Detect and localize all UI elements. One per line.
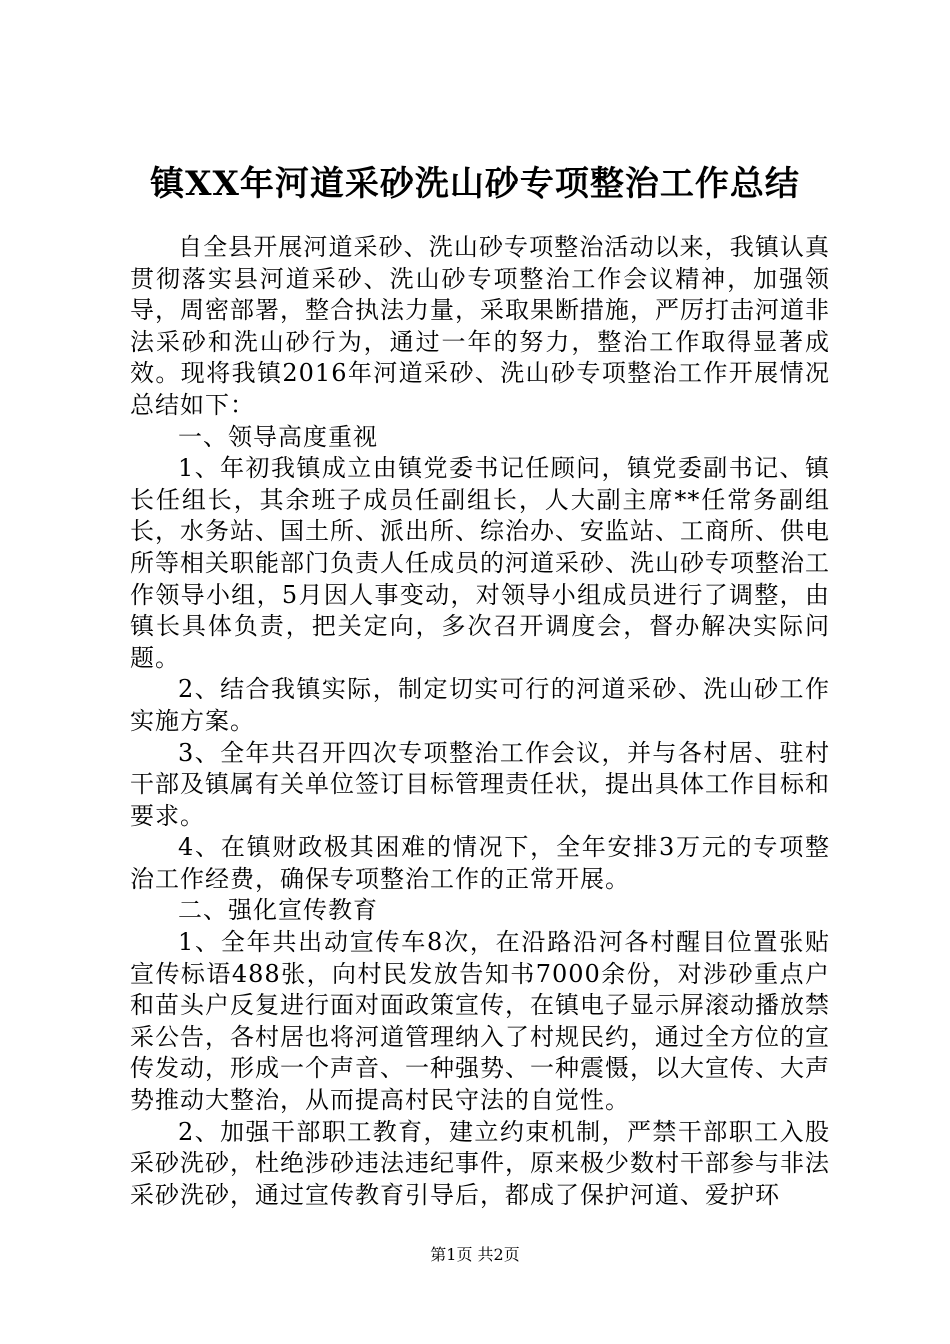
list-item-paragraph: 2、加强干部职工教育，建立约束机制，严禁干部职工入股采砂洗砂，杜绝涉砂违法违纪事件，原来极少数村干部参与非法采砂洗砂，通过宣传教育引导后，都成了保护河道、爱护环 <box>130 1117 830 1209</box>
list-item-paragraph: 1、全年共出动宣传车8次，在沿路沿河各村醒目位置张贴宣传标语488张，向村民发放告知书7000余份，对涉砂重点户和苗头户反复进行面对面政策宣传，在镇电子显示屏滚动播放禁采公告，各村居也将河道管理纳入了村规民约，通过全方位的宣传发动，形成一个声音、一种强势、一种震慑，以大宣传、大声势推动大整治，从而提高村民守法的自觉性。 <box>130 928 830 1115</box>
document-body <box>130 232 830 1211</box>
intro-paragraph: 自全县开展河道采砂、洗山砂专项整治活动以来，我镇认真贯彻落实县河道采砂、洗山砂专项整治工作会议精神，加强领导，周密部署，整合执法力量，采取果断措施，严厉打击河道非法采砂和洗山砂行为，通过一年的努力，整治工作取得显著成效。现将我镇2016年河道采砂、洗山砂专项整治工作开展情况总结如下： <box>130 233 830 419</box>
page-footer: 第1页 共2页 <box>430 1245 520 1264</box>
list-item-paragraph: 2、结合我镇实际，制定切实可行的河道采砂、洗山砂工作实施方案。 <box>130 675 830 735</box>
list-item-paragraph: 1、年初我镇成立由镇党委书记任顾问，镇党委副书记、镇长任组长，其余班子成员任副组长，人大副主席**任常务副组长，水务站、国土所、派出所、综治办、安监站、工商所、供电所等相关职能部门负责人任成员的河道采砂、洗山砂专项整治工作领导小组，5月因人事变动，对领导小组成员进行了调整，由镇长具体负责，把关定向，多次召开调度会，督办解决实际问题。 <box>130 454 830 672</box>
list-item-paragraph: 3、全年共召开四次专项整治工作会议，并与各村居、驻村干部及镇属有关单位签订目标管理责任状，提出具体工作目标和要求。 <box>130 738 830 830</box>
document-title: 镇XX年河道采砂洗山砂专项整治工作总结 <box>150 164 800 204</box>
section-heading-leadership: 一、领导高度重视 <box>178 422 378 451</box>
section-heading-publicity: 二、强化宣传教育 <box>178 896 378 925</box>
list-item-paragraph: 4、在镇财政极其困难的情况下，全年安排3万元的专项整治工作经费，确保专项整治工作的正常开展。 <box>130 833 830 893</box>
